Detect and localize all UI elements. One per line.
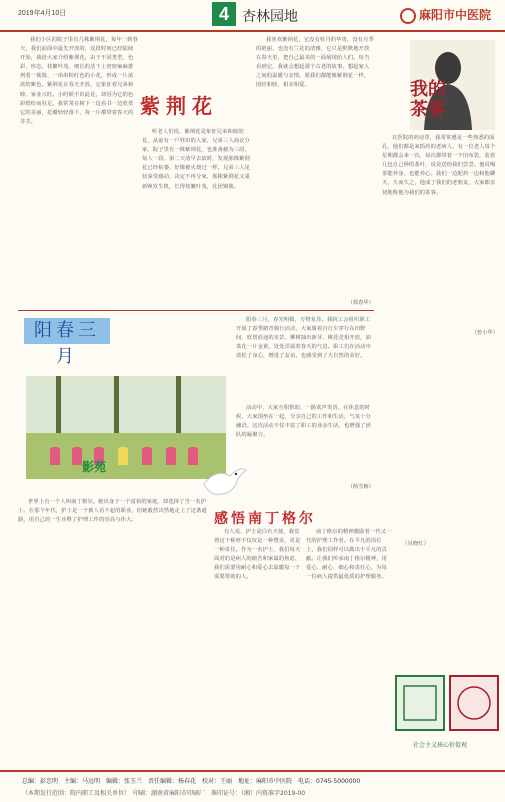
article-zijinghua-col-b <box>142 128 250 308</box>
photo-rider <box>50 447 60 465</box>
article-yangchun-col-a <box>236 316 374 400</box>
photo-rider <box>166 447 176 465</box>
issue-date: 2019年4月10日 <box>18 10 67 17</box>
photo-rider <box>188 447 198 465</box>
article-ganwu-col-d <box>392 540 498 668</box>
dove-icon <box>200 462 248 502</box>
section-divider <box>18 310 374 311</box>
article-ganwu-text-b: 有人说，护士是白衣天使，我觉得这个称呼不仅仅是一种赞美，更是一种责任。作为一名护士，我们每天面对的是病人的痛苦和家属的焦虑，我们需要用耐心和爱心去温暖每一个需要帮助的人。 <box>214 529 301 581</box>
article-ganwu-text-c: 南丁格尔的精神激励着一代又一代的护理工作者。在平凡的岗位上，我们同样可以做出不平凡的贡献。让我们传承南丁格尔精神，用爱心、耐心、细心和责任心，为每一位病人提供最优质的护理服务。 <box>306 529 392 581</box>
photo-rider <box>142 447 152 465</box>
article-ganwu-col-a <box>18 498 208 766</box>
article-yangchun-col-b <box>236 404 374 480</box>
hospital-emblem-icon <box>400 8 416 24</box>
cycling-group-photo <box>26 376 226 479</box>
article-zijinghua-text-b: 听老人们说，紫荆花是象征兄弟和睦的花，从前有一户姓田的人家，兄弟三人商议分家，院子里有一株紫荆花，也准备截为三段，每人一段。第二天清早去砍时，发现那株紫荆花已经枯萎，好像被火烧过一样。兄弟三人见状深受感动，决定不再分家，那株紫荆花又重新焕发生机，长得枝繁叶茂，花团锦簇。 <box>142 129 250 190</box>
column-title: 杏林园地 <box>242 9 298 25</box>
article-wodecha-signature: （曾小华） <box>471 330 498 336</box>
article-yangchun-text: 阳春三月，春光明媚，万物复苏。我院工会组织职工开展了春季踏青骑行活动，大家骑着自行车穿行在田野间，欣赏沿途的美景。柳树抽出新芽，桃花竞相开放，油菜花一片金黄，处处洋溢着春天的气息。职工们在活动中放松了身心，增进了友谊，也感受到了大自然的美好。 <box>236 317 371 360</box>
article-ganwu-col-c <box>306 528 392 764</box>
footer-credits: 总编：彭忠明 主编：马远明 编辑：张玉兰 责任编辑：杨春花 校对：王丽 地址：麻阳市中医院 电话：0745-5000000 <box>22 778 361 785</box>
photo-caption: 影苑 <box>82 460 107 474</box>
article-zijinghua-col-c <box>256 36 374 298</box>
article-wodecha-text: 在医院的药房里，我常常遇见一些熟悉的面孔，他们都是来抓药的老病人。有一位老人每个星期都会来一次，每次都带着一个旧布袋，装着几包自己种的茶叶，说是送给我们尝尝。他说喝茶能养身，也能养心。我们一边配药一边和他聊天，久而久之，他成了我们的老朋友，大家都亲切地称他为我们的茶客。 <box>382 135 496 196</box>
article-zijinghua-signature: （郑春华） <box>347 300 374 306</box>
paper-name <box>400 6 491 24</box>
page-header <box>0 0 505 32</box>
seal-caption: 社会主义核心价值观 <box>412 742 467 749</box>
article-zijinghua-text-a: 我们小区的院子里有几株紫荆花，每年一到春天，我们前面中最先开放的，这段时间已经陆续开始，我给大家介绍紫荆花，由于不同类型、色彩、形态，枝繁叶茂、细长的茎干上密密麻麻排列着一簇簇、一串串粉红色的小花，形成一片浓浓的紫色。紫荆花在春天开放，它象征着兄弟和睦、家业兴旺。小时候不识此花，却因为它的色彩缤纷而驻足。我常常在树下一边看书一边欣赏它的美丽，花瓣轻轻落下，每一片都带着春天的芬芳。 <box>20 37 138 125</box>
article-ganwu-title: 感悟南丁格尔 <box>214 511 316 527</box>
article-yangchun-title: 阳春三月 <box>24 318 110 344</box>
page-number: 4 <box>212 2 236 26</box>
article-ganwu-col-b <box>214 528 302 764</box>
paper-name-text: 麻阳市中医院 <box>418 8 491 22</box>
page-footer <box>0 770 505 802</box>
article-zijinghua-col-a <box>20 36 138 306</box>
article-wodecha-body <box>382 134 498 326</box>
article-wodecha-title: 我的茶客 <box>410 79 446 120</box>
footer-print-info: （本期发行范围：院内职工及相关单位） 印刷：湖南省麻阳市印刷厂 准印证号：（湘）内资准字2019-00 <box>22 790 306 797</box>
article-ganwu-text-a: 世界上有一个人叫南丁格尔。她出身于一个富裕的家庭，却选择了当一名护士。在那个年代，护士是一个被人看不起的职业，但她毅然决然地走上了这条道路，用自己的一生诠释了护理工作的崇高与伟大。 <box>18 499 207 524</box>
photo-rider <box>118 447 128 465</box>
article-ganwu-signature: （吴晓红） <box>402 541 429 547</box>
article-yangchun-signature: （杨雪梅） <box>347 484 374 490</box>
seal-stamps-icon <box>392 672 502 750</box>
article-zijinghua-text-c: 我喜欢紫荆花，它没有牡丹的华贵，没有月季的艳丽，也没有兰花的清雅，它只是默默地开放在春天里，把自己最美的一面展现给人们。每当看到它，我就会想起那个古老的故事，想起家人之间的温暖与亲情。愿我们都能像紫荆花一样，团结和睦，相亲相爱。 <box>256 37 374 89</box>
photo-rider <box>72 447 82 465</box>
article-yangchun-text-2: 活动中，大家互相帮助，一路欢声笑语。在休息的时候，大家围坐在一起，分享自己的工作和生活，气氛十分融洽。这次活动不仅丰富了职工的业余生活，也增强了团队的凝聚力。 <box>236 405 371 439</box>
article-zijinghua-title: 紫荆花 <box>140 94 218 118</box>
